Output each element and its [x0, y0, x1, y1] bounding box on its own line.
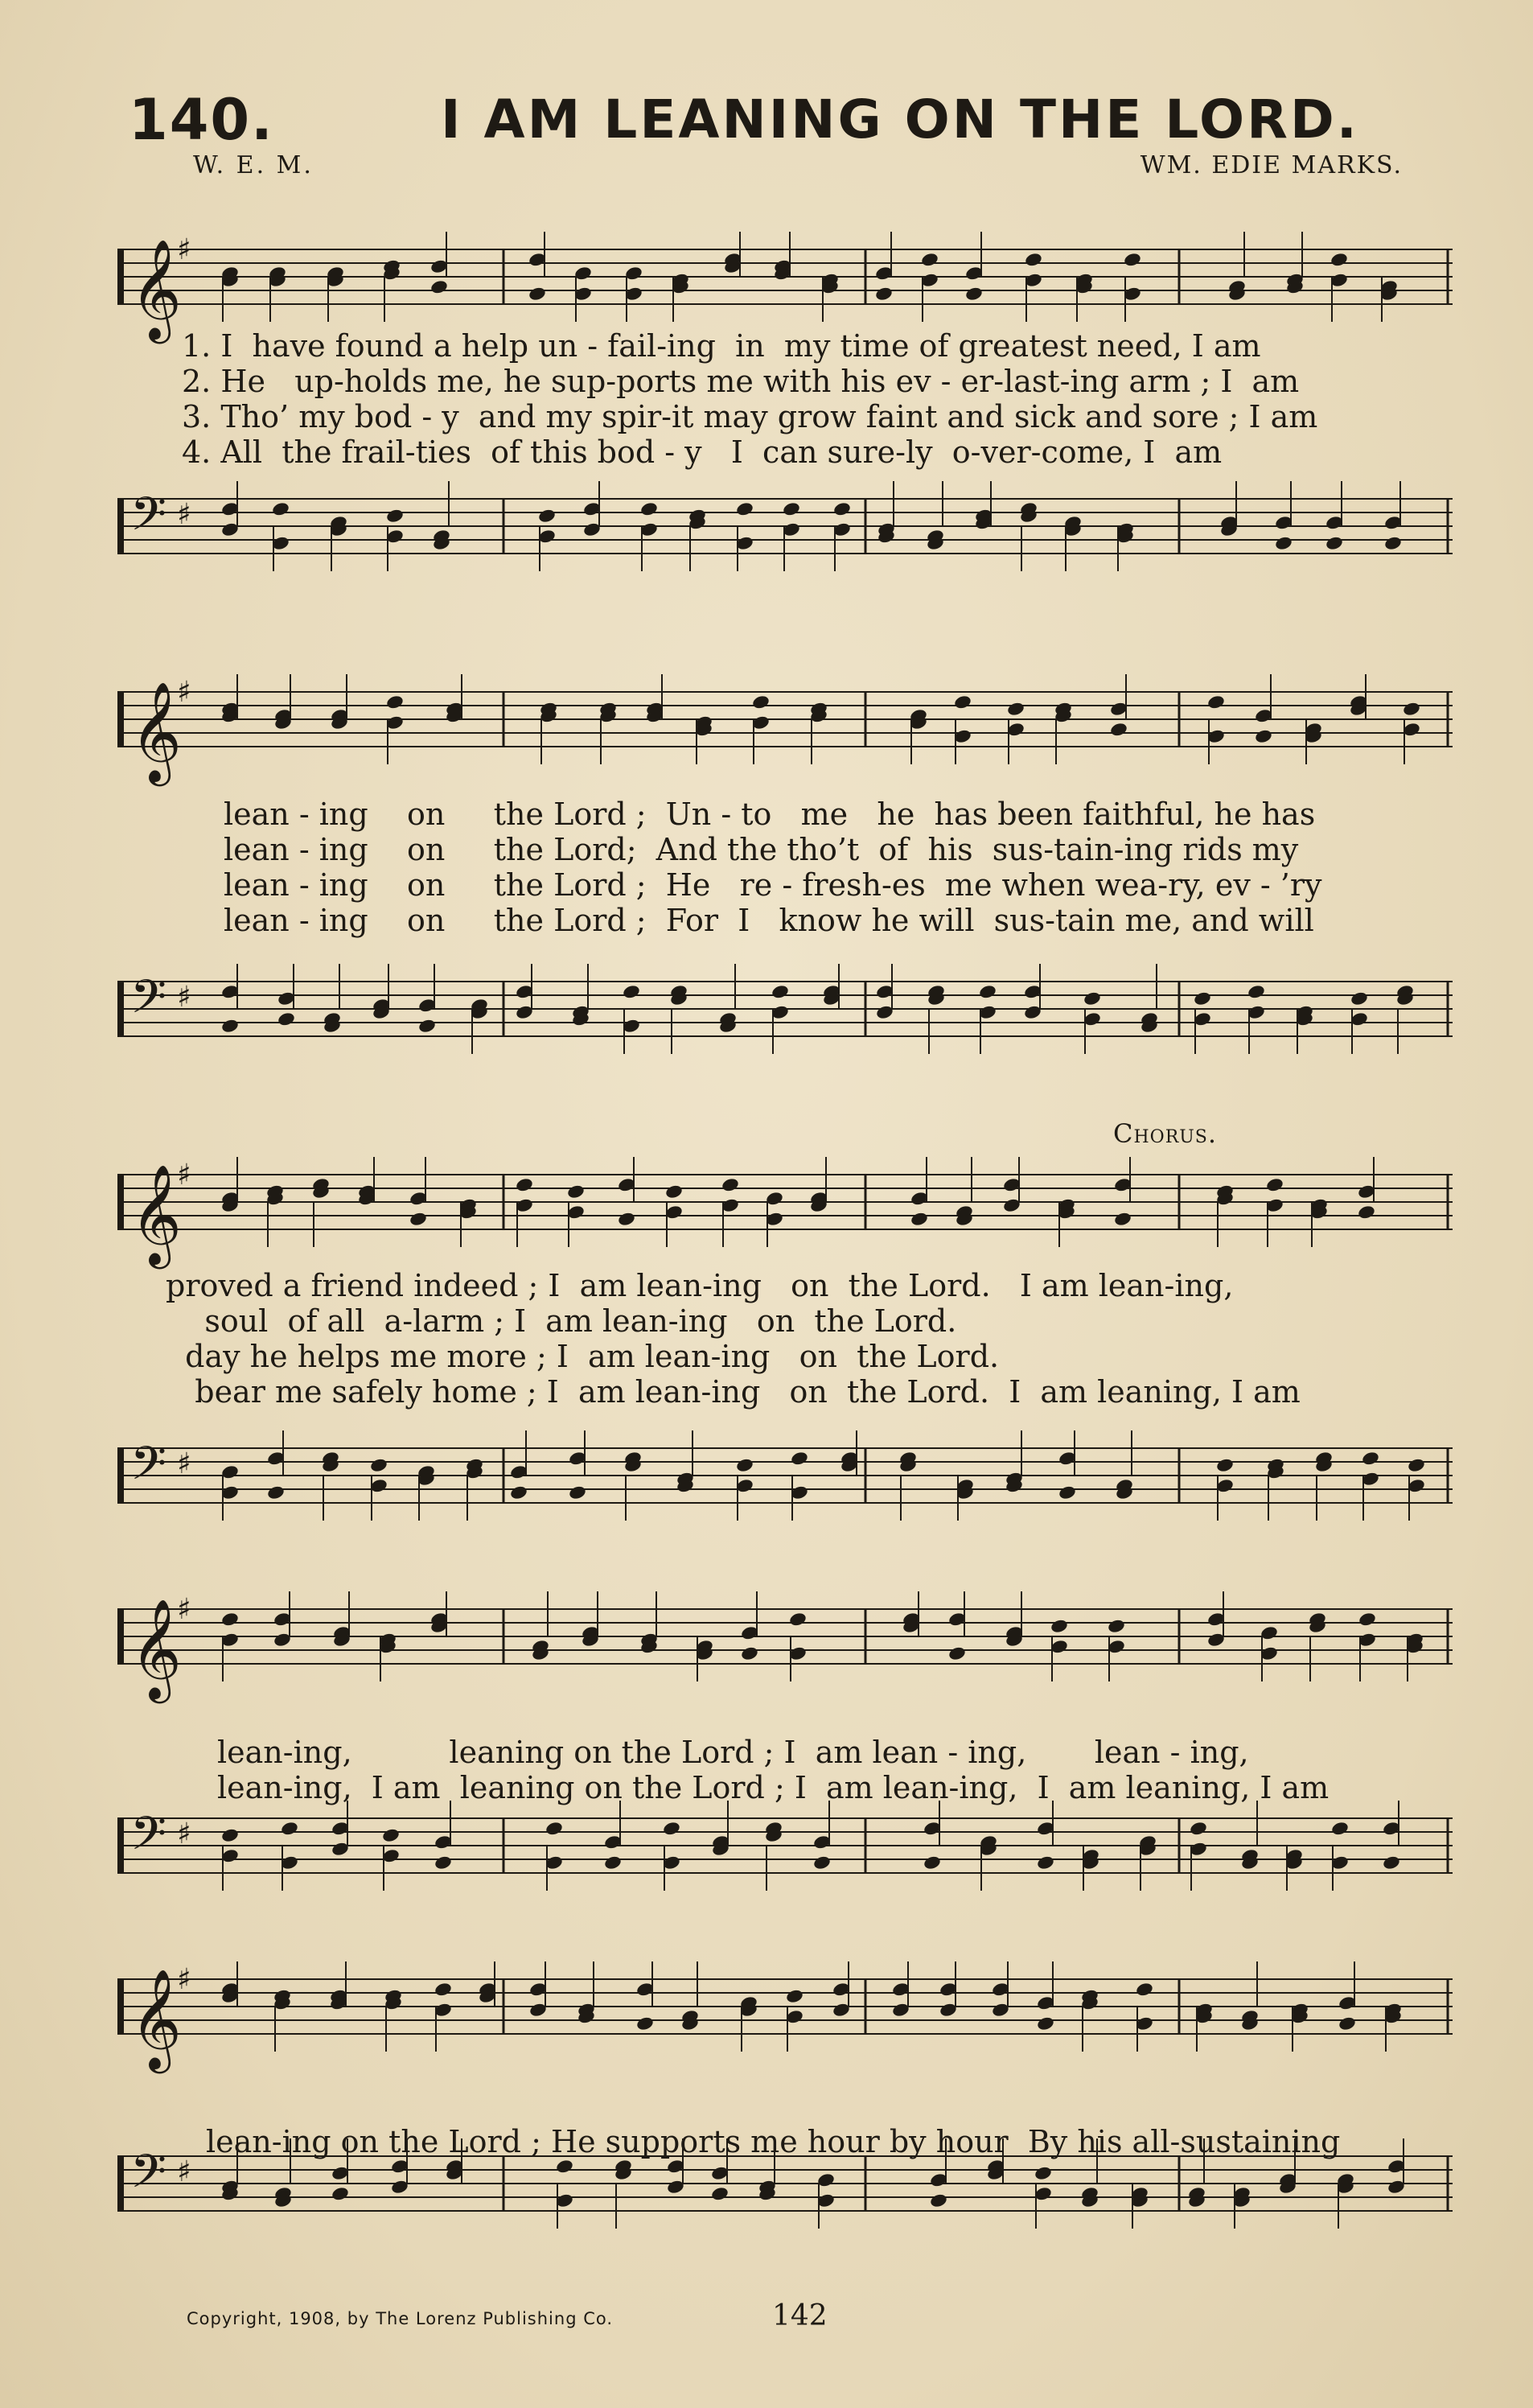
music-system-1 [117, 201, 1453, 587]
bass-staff [117, 1416, 1453, 1561]
note-head [277, 1011, 296, 1027]
note-head [832, 501, 852, 517]
note-head [812, 1854, 832, 1871]
note-head [528, 286, 547, 302]
note-head [566, 1183, 586, 1200]
note-head [385, 508, 405, 524]
note-head [635, 2015, 655, 2031]
lyric-verse-3: 3. Tho’ my bod - y and my spir-it may grow faint and sick and sore ; I am [182, 399, 1318, 434]
lyric-verse-2: lean-ing, I am leaning on the Lord ; I am lean-ing, I am leaning, I am [217, 1770, 1330, 1805]
note-head [381, 1827, 401, 1843]
note-head [434, 1854, 453, 1871]
note-head [1350, 990, 1369, 1006]
hymn-title: I AM LEANING ON THE LORD. [441, 88, 1359, 150]
note-head [515, 1177, 534, 1193]
note-head [1083, 990, 1102, 1006]
treble-staff [117, 1947, 1453, 2092]
note-head [1109, 722, 1128, 738]
note-head [771, 984, 790, 1000]
note-head [1358, 1612, 1377, 1628]
note-head [331, 2186, 350, 2202]
note-head [1123, 252, 1142, 268]
note-head [1036, 2015, 1055, 2031]
lyric-verse-4: bear me safely home ; I am lean-ing on the Lord. I am leaning, I am [166, 1374, 1301, 1410]
note-head [953, 694, 972, 710]
note-head [429, 279, 449, 295]
note-head [721, 1177, 740, 1193]
lyric-verse-1: 1. I have found a help un - fail-ing in my time of greatest need, I am [182, 328, 1261, 364]
music-system-5 [117, 1947, 1453, 2285]
bass-clef-icon: 𝄢 [130, 2144, 167, 2210]
lyric-verse-3: lean - ing on the Lord ; He re - fresh-es me when wea-ry, ev - ’ry [224, 867, 1322, 903]
sharp-icon: ♯ [177, 1817, 191, 1850]
note-head [662, 1821, 681, 1837]
note-head [735, 501, 754, 517]
note-head [1325, 535, 1344, 551]
note-head [1382, 1854, 1401, 1871]
lyric-verse-4: 4. All the frail-ties of this bod - y I can sure-ly o-ver-come, I am [182, 434, 1223, 470]
note-head [978, 984, 997, 1000]
note-head [1034, 2165, 1053, 2181]
lyric-verse-2: soul of all a-larm ; I am lean-ing on the Lord. [166, 1303, 957, 1339]
lyric-verse-1: lean-ing, leaning on the Lord ; I am lean - ing, lean - ing, [217, 1735, 1249, 1770]
lyric-verse-1: lean - ing on the Lord ; Un - to me he has been faithful, he has [224, 796, 1316, 832]
note-head [964, 286, 984, 302]
note-head [555, 2159, 574, 2175]
bass-clef-icon: 𝄢 [130, 1806, 167, 1872]
sharp-icon: ♯ [177, 2155, 191, 2188]
bass-staff [117, 467, 1453, 603]
bass-staff [117, 1786, 1453, 1931]
note-head [1274, 535, 1293, 551]
note-head [1006, 701, 1025, 717]
treble-clef-icon: 𝄞 [130, 1599, 182, 1699]
composer-credit: WM. EDIE MARKS. [1140, 151, 1403, 179]
sharp-icon: ♯ [177, 233, 191, 266]
music-system-2 [117, 660, 1453, 1110]
treble-clef-icon: 𝄞 [130, 681, 182, 782]
note-head [1383, 535, 1403, 551]
sharp-icon: ♯ [177, 1593, 191, 1626]
bass-clef-icon: 𝄢 [130, 1436, 167, 1502]
note-head [710, 2186, 730, 2202]
note-head [920, 252, 939, 268]
note-head [735, 1457, 754, 1473]
note-head [1402, 701, 1421, 717]
note-head [929, 2192, 948, 2208]
note-head [1361, 1451, 1380, 1467]
note-head [622, 984, 641, 1000]
note-head [1254, 728, 1273, 744]
note-head [537, 508, 557, 524]
note-head [220, 1827, 240, 1843]
treble-staff [117, 217, 1453, 346]
note-head [1189, 1821, 1208, 1837]
treble-staff [117, 660, 1453, 796]
note-head [1113, 1211, 1132, 1227]
note-head [1050, 1618, 1069, 1634]
treble-clef-icon: 𝄞 [130, 239, 182, 340]
note-head [266, 1484, 286, 1500]
sharp-icon: ♯ [177, 676, 191, 709]
treble-staff [117, 1142, 1453, 1279]
note-head [740, 1645, 759, 1661]
music-system-3 [117, 1118, 1453, 1569]
note-head [1330, 1821, 1350, 1837]
note-head [417, 1018, 437, 1034]
treble-clef-icon: 𝄞 [130, 1164, 182, 1265]
note-head [409, 1211, 428, 1227]
note-head [617, 1211, 636, 1227]
bass-clef-icon: 𝄢 [130, 487, 167, 553]
lyric-verse-2: lean - ing on the Lord; And the tho’t of his sus-tain-ing rids my [224, 832, 1299, 867]
note-head [1193, 990, 1212, 1006]
note-head [1135, 1982, 1154, 1998]
sharp-icon: ♯ [177, 1159, 191, 1192]
lyric-verse-2: 2. He up-holds me, he sup-ports me with his ev - er-last-ing arm ; I am [182, 364, 1300, 399]
copyright-notice: Copyright, 1908, by The Lorenz Publishing Co. [187, 2309, 614, 2328]
note-head [1215, 1457, 1235, 1473]
chorus-label: Chorus. [1113, 1118, 1218, 1149]
note-head [1265, 1177, 1284, 1193]
note-head [271, 501, 290, 517]
note-head [639, 501, 659, 517]
note-head [1206, 694, 1226, 710]
bass-clef-icon: 𝄢 [130, 969, 167, 1035]
music-system-4 [117, 1577, 1453, 1947]
note-head [220, 1018, 240, 1034]
note-head [280, 1821, 299, 1837]
note-head [385, 694, 405, 710]
note-head [568, 1484, 587, 1500]
note-head [751, 694, 771, 710]
note-head [782, 501, 801, 517]
lyric-verse-1: lean-ing on the Lord ; He supports me hour by hour By his all-sustaining [206, 2124, 1341, 2159]
note-head [947, 1645, 967, 1661]
treble-staff [117, 1577, 1453, 1714]
note-head [785, 1988, 804, 2004]
lyric-verse-4: lean - ing on the Lord ; For I know he will sus-tain me, and will [224, 903, 1314, 938]
note-head [1247, 984, 1266, 1000]
note-head [369, 1457, 388, 1473]
note-head [788, 1612, 808, 1628]
sharp-icon: ♯ [177, 1963, 191, 1996]
note-head [1338, 2015, 1357, 2031]
note-head [664, 1183, 684, 1200]
note-head [910, 1211, 929, 1227]
note-head [1407, 1457, 1426, 1473]
lyric-verse-1: proved a friend indeed ; I am lean-ing on the Lord. I am lean-ing, [166, 1268, 1234, 1303]
bass-staff [117, 949, 1453, 1094]
lyric-verse-3: day he helps me more ; I am lean-ing on the Lord. [166, 1339, 1000, 1374]
note-head [1058, 1484, 1077, 1500]
note-head [509, 1484, 528, 1500]
hymn-number: 140. [129, 87, 274, 153]
author-credit: W. E. M. [193, 151, 314, 179]
note-head [1036, 1854, 1055, 1871]
note-head [874, 286, 894, 302]
note-head [603, 1854, 623, 1871]
note-head [1024, 252, 1043, 268]
page-number: 142 [772, 2299, 828, 2332]
treble-clef-icon: 𝄞 [130, 1969, 182, 2069]
note-head [1330, 252, 1349, 268]
note-head [434, 1982, 453, 1998]
sharp-icon: ♯ [177, 981, 191, 1014]
note-head [1357, 1204, 1376, 1220]
note-head [923, 1854, 942, 1871]
note-head [220, 1612, 240, 1628]
note-head [790, 1451, 809, 1467]
note-head [545, 1821, 564, 1837]
sharp-icon: ♯ [177, 498, 191, 531]
note-head [1107, 1618, 1126, 1634]
sharp-icon: ♯ [177, 1447, 191, 1480]
